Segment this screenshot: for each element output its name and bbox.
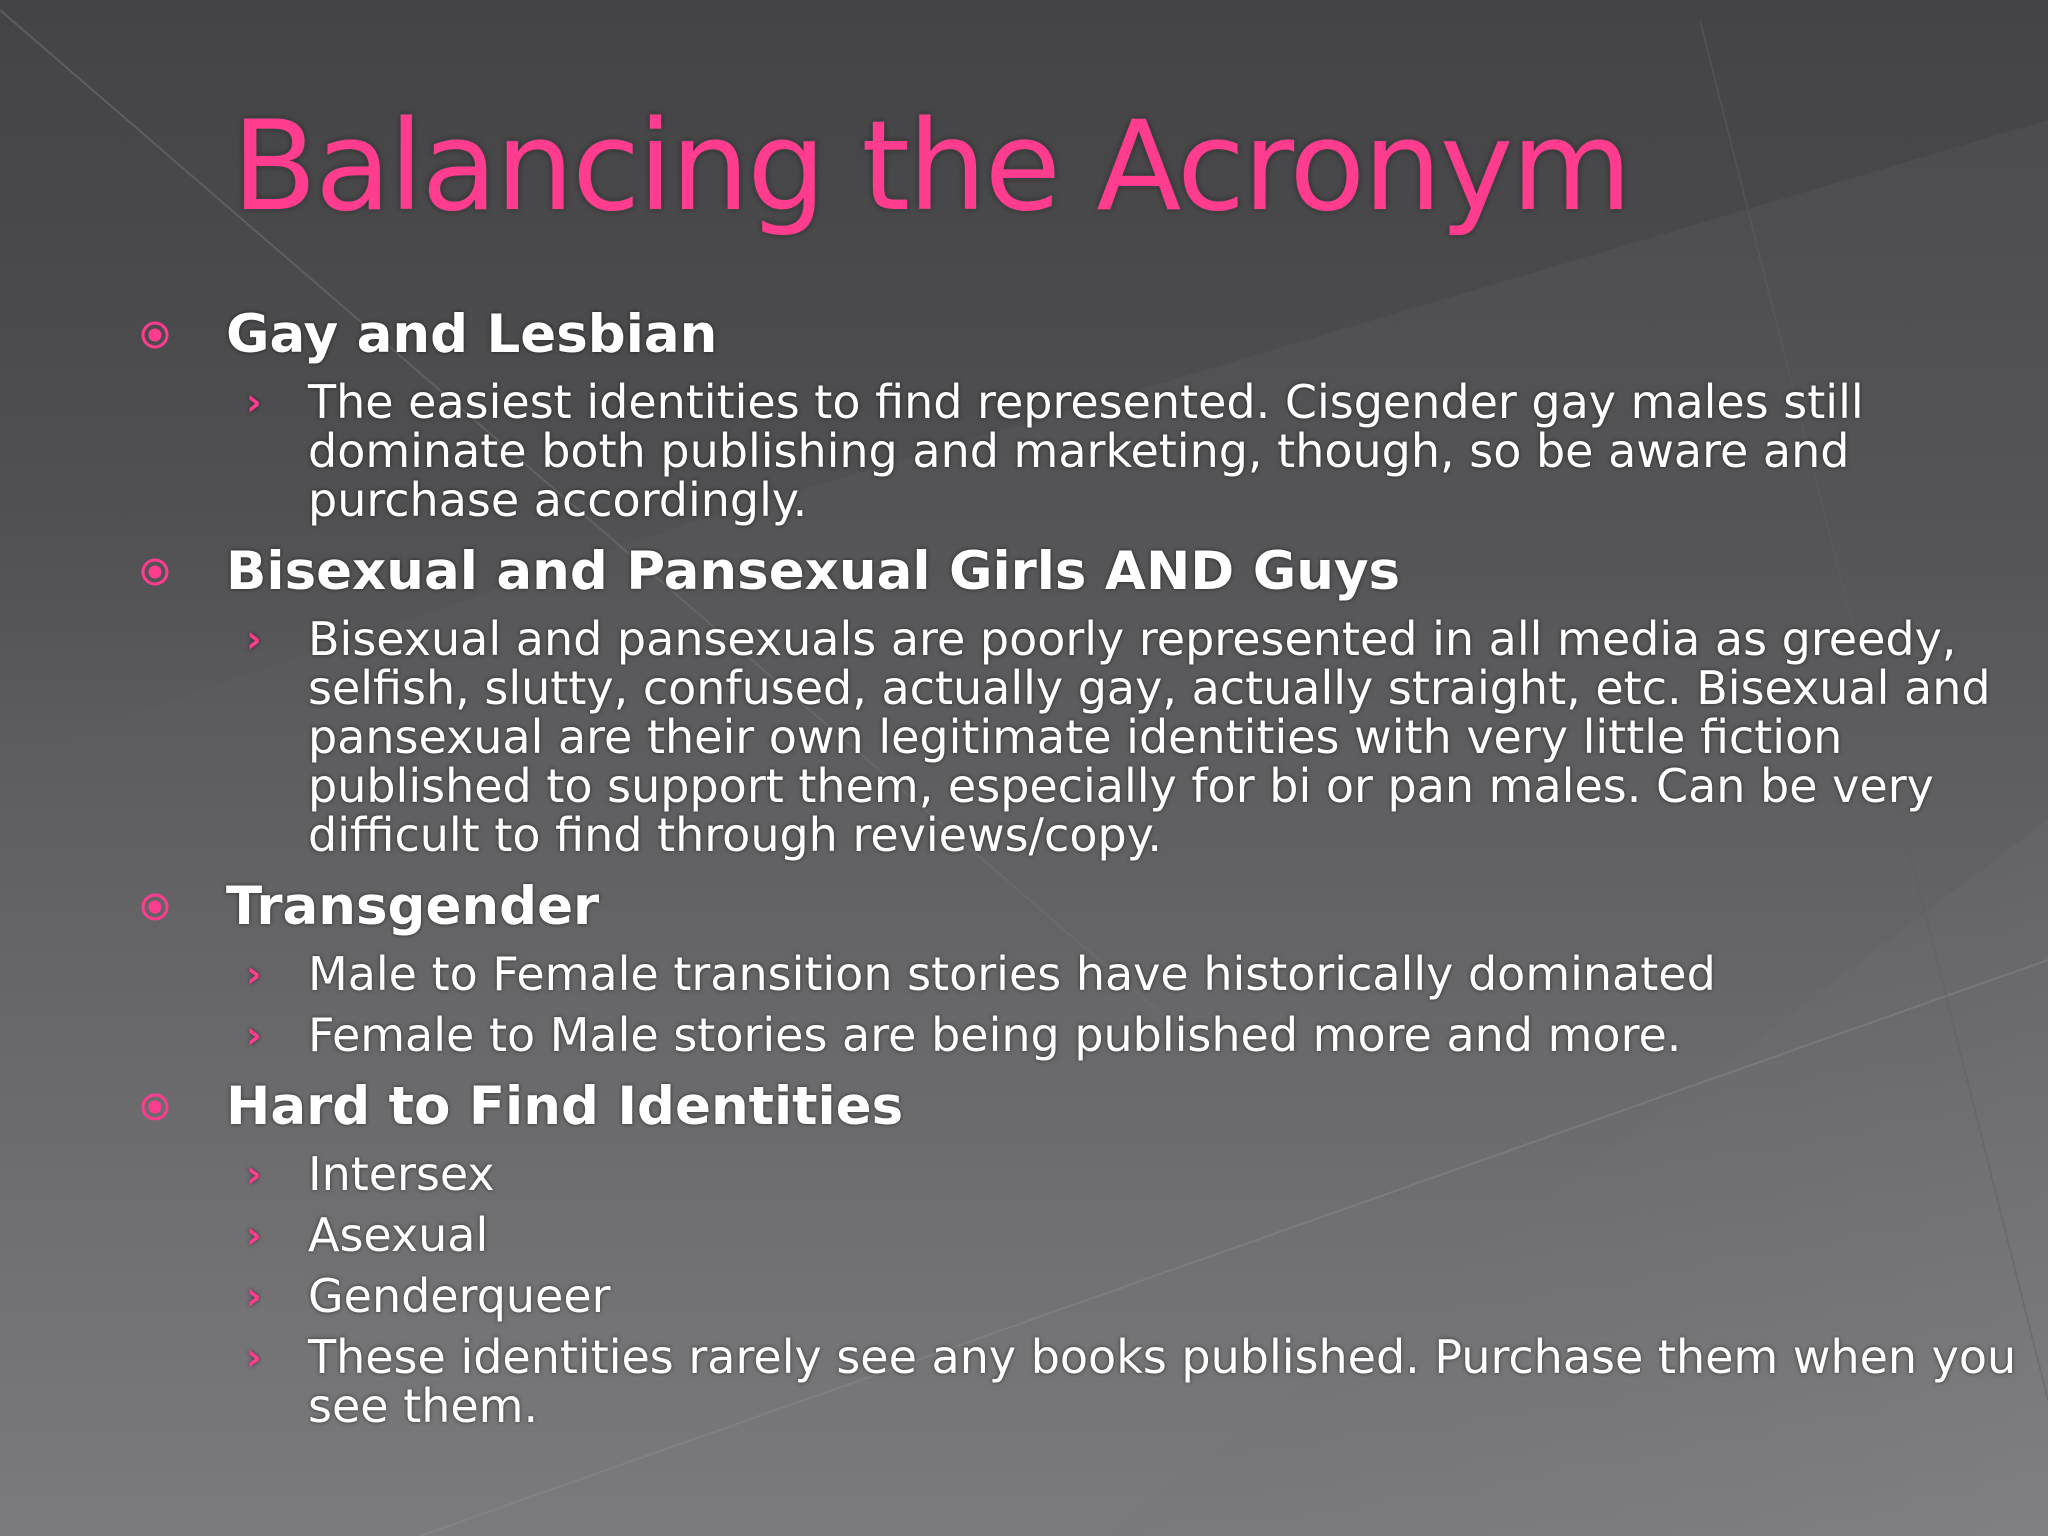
section-heading	[140, 300, 2020, 370]
list-item-text: Intersex	[308, 1147, 495, 1201]
section-heading-text: Bisexual and Pansexual Girls AND Guys	[226, 541, 1401, 602]
section-heading	[140, 872, 2020, 942]
section-heading	[140, 537, 2020, 607]
chevron-right-icon: ›	[246, 1152, 262, 1196]
list-item	[140, 947, 2020, 1001]
list-item-text: These identities rarely see any books published. Purchase them when you see them.	[308, 1330, 2017, 1433]
chevron-right-icon: ›	[246, 380, 262, 424]
section-heading-text: Gay and Lesbian	[226, 304, 718, 365]
list-item	[140, 612, 2020, 862]
radio-circle-icon	[140, 892, 170, 922]
list-item	[140, 1330, 2020, 1433]
slide-content	[140, 300, 2020, 1431]
radio-circle-icon	[140, 320, 170, 350]
list-item	[140, 1269, 2020, 1323]
chevron-right-icon: ›	[246, 952, 262, 996]
sub-list	[140, 1147, 2020, 1433]
slide-title: Balancing the Acronym	[232, 95, 1631, 239]
list-item-text: The easiest identities to find represented. Cisgender gay males still dominate both publishing and marketing, though, so be aware and purchase accordingly.	[308, 375, 1864, 527]
list-item-text: Bisexual and pansexuals are poorly represented in all media as greedy, selfish, slutty, confused, actually gay, actually straight, etc. Bisexual and pansexual are their own legitimate identities with very little fiction published to support them, especially for bi or pan males. Can be very difficult to find through reviews/copy.	[308, 612, 1991, 862]
list-item	[140, 1147, 2020, 1201]
list-item	[140, 375, 2020, 527]
chevron-right-icon: ›	[246, 1013, 262, 1057]
list-item	[140, 1008, 2020, 1062]
radio-circle-icon	[140, 557, 170, 587]
chevron-right-icon: ›	[246, 1335, 262, 1379]
radio-circle-icon	[140, 1092, 170, 1122]
section-gay-and-lesbian	[140, 300, 2020, 525]
list-item-text: Genderqueer	[308, 1269, 611, 1323]
chevron-right-icon: ›	[246, 1213, 262, 1257]
sub-list	[140, 612, 2020, 862]
list-item-text: Asexual	[308, 1208, 489, 1262]
section-hard-to-find-identities	[140, 1072, 2020, 1431]
list-item-text: Male to Female transition stories have historically dominated	[308, 947, 1716, 1001]
section-heading-text: Hard to Find Identities	[226, 1076, 904, 1137]
section-bisexual-and-pansexual	[140, 537, 2020, 860]
chevron-right-icon: ›	[246, 617, 262, 661]
sub-list	[140, 947, 2020, 1062]
list-item-text: Female to Male stories are being published more and more.	[308, 1008, 1682, 1062]
section-transgender	[140, 872, 2020, 1060]
chevron-right-icon: ›	[246, 1274, 262, 1318]
section-heading	[140, 1072, 2020, 1142]
sub-list	[140, 375, 2020, 527]
list-item	[140, 1208, 2020, 1262]
section-heading-text: Transgender	[226, 876, 600, 937]
